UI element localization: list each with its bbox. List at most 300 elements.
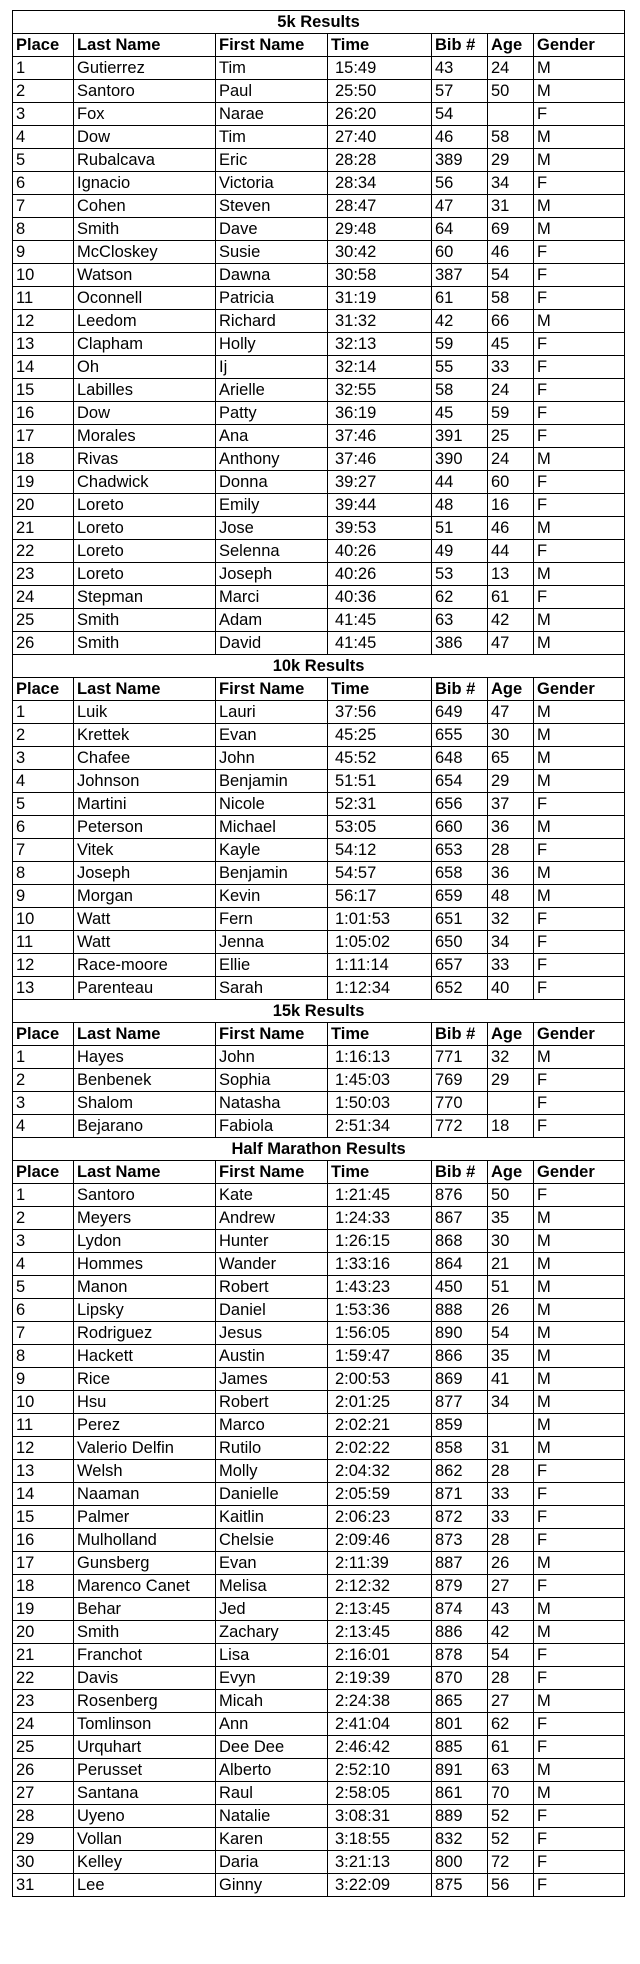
cell-first-name: Karen (216, 1828, 328, 1851)
cell-first-name: Victoria (216, 172, 328, 195)
cell-gender: F (534, 839, 625, 862)
cell-first-name: Sophia (216, 1069, 328, 1092)
cell-age: 56 (488, 1874, 534, 1897)
cell-age: 32 (488, 908, 534, 931)
cell-time: 28:28 (328, 149, 432, 172)
cell-place: 17 (13, 1552, 74, 1575)
cell-age: 28 (488, 1529, 534, 1552)
cell-first-name: Kaitlin (216, 1506, 328, 1529)
cell-age: 26 (488, 1552, 534, 1575)
cell-place: 16 (13, 1529, 74, 1552)
cell-place: 11 (13, 287, 74, 310)
cell-time: 1:59:47 (328, 1345, 432, 1368)
cell-time: 45:52 (328, 747, 432, 770)
cell-time: 2:24:38 (328, 1690, 432, 1713)
table-row (13, 1414, 625, 1437)
cell-gender: M (534, 609, 625, 632)
table-row (13, 172, 625, 195)
cell-place: 1 (13, 57, 74, 80)
cell-gender: M (534, 195, 625, 218)
cell-place: 5 (13, 1276, 74, 1299)
results-document (12, 10, 624, 1897)
cell-place: 18 (13, 1575, 74, 1598)
cell-bib: 862 (432, 1460, 488, 1483)
cell-age: 36 (488, 816, 534, 839)
cell-bib: 885 (432, 1736, 488, 1759)
cell-time: 40:36 (328, 586, 432, 609)
cell-bib: 60 (432, 241, 488, 264)
cell-gender: M (534, 1690, 625, 1713)
table-row (13, 195, 625, 218)
cell-gender: M (534, 1345, 625, 1368)
column-header-gender: Gender (534, 1023, 625, 1046)
cell-first-name: Robert (216, 1276, 328, 1299)
cell-age: 33 (488, 954, 534, 977)
cell-last-name: Shalom (74, 1092, 216, 1115)
cell-place: 4 (13, 1253, 74, 1276)
cell-last-name: Johnson (74, 770, 216, 793)
cell-place: 2 (13, 80, 74, 103)
section-title: Half Marathon Results (13, 1138, 625, 1161)
cell-last-name: Vitek (74, 839, 216, 862)
table-row (13, 1345, 625, 1368)
cell-place: 30 (13, 1851, 74, 1874)
cell-first-name: Austin (216, 1345, 328, 1368)
cell-gender: M (534, 1322, 625, 1345)
column-header-age: Age (488, 1023, 534, 1046)
cell-gender: M (534, 1437, 625, 1460)
cell-gender: M (534, 1782, 625, 1805)
cell-age: 28 (488, 839, 534, 862)
table-row (13, 609, 625, 632)
cell-time: 3:21:13 (328, 1851, 432, 1874)
column-header-first-name: First Name (216, 678, 328, 701)
cell-gender: F (534, 264, 625, 287)
cell-last-name: Oh (74, 356, 216, 379)
cell-place: 8 (13, 862, 74, 885)
cell-gender: M (534, 632, 625, 655)
cell-last-name: Oconnell (74, 287, 216, 310)
cell-place: 5 (13, 149, 74, 172)
cell-bib: 46 (432, 126, 488, 149)
cell-age: 33 (488, 1483, 534, 1506)
cell-last-name: Clapham (74, 333, 216, 356)
cell-age: 33 (488, 1506, 534, 1529)
cell-bib: 51 (432, 517, 488, 540)
cell-bib: 887 (432, 1552, 488, 1575)
cell-age: 31 (488, 195, 534, 218)
cell-gender: M (534, 149, 625, 172)
cell-bib: 49 (432, 540, 488, 563)
cell-bib: 873 (432, 1529, 488, 1552)
cell-age: 28 (488, 1667, 534, 1690)
cell-first-name: Hunter (216, 1230, 328, 1253)
table-row (13, 379, 625, 402)
cell-age: 63 (488, 1759, 534, 1782)
cell-gender: M (534, 126, 625, 149)
cell-gender: F (534, 1460, 625, 1483)
cell-bib: 800 (432, 1851, 488, 1874)
cell-bib: 660 (432, 816, 488, 839)
cell-time: 1:12:34 (328, 977, 432, 1000)
table-row (13, 333, 625, 356)
cell-age: 31 (488, 1437, 534, 1460)
cell-gender: M (534, 885, 625, 908)
cell-place: 12 (13, 1437, 74, 1460)
cell-first-name: Holly (216, 333, 328, 356)
cell-age: 50 (488, 1184, 534, 1207)
cell-place: 6 (13, 1299, 74, 1322)
table-row (13, 862, 625, 885)
column-header-row (13, 678, 625, 701)
cell-last-name: Hackett (74, 1345, 216, 1368)
cell-age: 60 (488, 471, 534, 494)
cell-age: 65 (488, 747, 534, 770)
cell-first-name: Donna (216, 471, 328, 494)
cell-last-name: Lee (74, 1874, 216, 1897)
cell-last-name: Benbenek (74, 1069, 216, 1092)
cell-place: 26 (13, 632, 74, 655)
cell-age: 42 (488, 609, 534, 632)
cell-first-name: Ellie (216, 954, 328, 977)
cell-first-name: Tim (216, 57, 328, 80)
cell-last-name: Davis (74, 1667, 216, 1690)
cell-first-name: Emily (216, 494, 328, 517)
cell-bib: 655 (432, 724, 488, 747)
cell-bib: 801 (432, 1713, 488, 1736)
column-header-time: Time (328, 34, 432, 57)
cell-first-name: Paul (216, 80, 328, 103)
cell-bib: 877 (432, 1391, 488, 1414)
section-title: 15k Results (13, 1000, 625, 1023)
cell-last-name: Hommes (74, 1253, 216, 1276)
table-row (13, 908, 625, 931)
cell-gender: M (534, 1230, 625, 1253)
cell-age: 44 (488, 540, 534, 563)
cell-gender: F (534, 540, 625, 563)
cell-time: 2:13:45 (328, 1621, 432, 1644)
cell-age: 30 (488, 724, 534, 747)
cell-place: 14 (13, 1483, 74, 1506)
cell-age: 69 (488, 218, 534, 241)
cell-bib: 656 (432, 793, 488, 816)
table-row (13, 103, 625, 126)
table-row (13, 563, 625, 586)
table-row (13, 1851, 625, 1874)
cell-bib: 865 (432, 1690, 488, 1713)
table-row (13, 954, 625, 977)
cell-age: 58 (488, 126, 534, 149)
column-header-place: Place (13, 678, 74, 701)
table-row (13, 586, 625, 609)
cell-gender: M (534, 448, 625, 471)
cell-bib: 63 (432, 609, 488, 632)
table-row (13, 80, 625, 103)
cell-last-name: Perusset (74, 1759, 216, 1782)
cell-time: 2:19:39 (328, 1667, 432, 1690)
cell-bib: 875 (432, 1874, 488, 1897)
cell-gender: M (534, 80, 625, 103)
table-row (13, 1437, 625, 1460)
cell-bib: 652 (432, 977, 488, 1000)
cell-last-name: Bejarano (74, 1115, 216, 1138)
column-header-row (13, 1161, 625, 1184)
cell-last-name: Rivas (74, 448, 216, 471)
cell-time: 31:32 (328, 310, 432, 333)
cell-first-name: Natalie (216, 1805, 328, 1828)
section-title: 10k Results (13, 655, 625, 678)
cell-first-name: John (216, 1046, 328, 1069)
table-row (13, 57, 625, 80)
table-row (13, 1046, 625, 1069)
cell-first-name: Dee Dee (216, 1736, 328, 1759)
table-row (13, 126, 625, 149)
cell-place: 11 (13, 931, 74, 954)
cell-time: 2:05:59 (328, 1483, 432, 1506)
cell-bib: 832 (432, 1828, 488, 1851)
cell-place: 4 (13, 770, 74, 793)
table-row (13, 1713, 625, 1736)
cell-time: 54:57 (328, 862, 432, 885)
cell-place: 1 (13, 1184, 74, 1207)
cell-place: 15 (13, 379, 74, 402)
section-title-row (13, 1138, 625, 1161)
table-row (13, 402, 625, 425)
cell-place: 9 (13, 885, 74, 908)
table-row (13, 1621, 625, 1644)
table-row (13, 287, 625, 310)
cell-age: 54 (488, 1644, 534, 1667)
column-header-bib: Bib # (432, 678, 488, 701)
cell-gender: M (534, 1414, 625, 1437)
cell-time: 2:01:25 (328, 1391, 432, 1414)
cell-gender: F (534, 1575, 625, 1598)
table-row (13, 494, 625, 517)
table-row (13, 701, 625, 724)
table-row (13, 310, 625, 333)
cell-gender: M (534, 770, 625, 793)
cell-gender: F (534, 1713, 625, 1736)
cell-age: 50 (488, 80, 534, 103)
table-row (13, 1874, 625, 1897)
cell-bib: 858 (432, 1437, 488, 1460)
cell-gender: M (534, 724, 625, 747)
cell-bib: 769 (432, 1069, 488, 1092)
cell-bib: 770 (432, 1092, 488, 1115)
cell-age: 54 (488, 264, 534, 287)
cell-first-name: James (216, 1368, 328, 1391)
cell-gender: F (534, 1874, 625, 1897)
cell-place: 4 (13, 1115, 74, 1138)
cell-last-name: Santoro (74, 1184, 216, 1207)
cell-last-name: Franchot (74, 1644, 216, 1667)
table-row (13, 816, 625, 839)
cell-bib: 864 (432, 1253, 488, 1276)
cell-gender: M (534, 1759, 625, 1782)
cell-gender: F (534, 471, 625, 494)
cell-bib: 879 (432, 1575, 488, 1598)
cell-first-name: Kayle (216, 839, 328, 862)
cell-bib: 889 (432, 1805, 488, 1828)
cell-last-name: Race-moore (74, 954, 216, 977)
cell-first-name: Zachary (216, 1621, 328, 1644)
cell-age: 70 (488, 1782, 534, 1805)
cell-last-name: Naaman (74, 1483, 216, 1506)
cell-bib: 866 (432, 1345, 488, 1368)
cell-time: 2:52:10 (328, 1759, 432, 1782)
cell-first-name: Adam (216, 609, 328, 632)
cell-bib: 57 (432, 80, 488, 103)
cell-bib: 53 (432, 563, 488, 586)
column-header-gender: Gender (534, 34, 625, 57)
table-row (13, 1253, 625, 1276)
cell-place: 29 (13, 1828, 74, 1851)
cell-time: 56:17 (328, 885, 432, 908)
cell-time: 52:31 (328, 793, 432, 816)
cell-age: 52 (488, 1805, 534, 1828)
table-row (13, 1184, 625, 1207)
cell-place: 6 (13, 172, 74, 195)
cell-bib: 888 (432, 1299, 488, 1322)
table-row (13, 1805, 625, 1828)
table-row (13, 1092, 625, 1115)
table-row (13, 1782, 625, 1805)
cell-gender: F (534, 379, 625, 402)
cell-age: 58 (488, 287, 534, 310)
table-row (13, 1069, 625, 1092)
cell-bib: 870 (432, 1667, 488, 1690)
table-row (13, 1529, 625, 1552)
cell-first-name: Evan (216, 1552, 328, 1575)
column-header-gender: Gender (534, 1161, 625, 1184)
cell-first-name: Daniel (216, 1299, 328, 1322)
cell-time: 28:47 (328, 195, 432, 218)
table-row (13, 1299, 625, 1322)
cell-time: 2:16:01 (328, 1644, 432, 1667)
section-title-row (13, 11, 625, 34)
cell-time: 3:22:09 (328, 1874, 432, 1897)
cell-time: 39:44 (328, 494, 432, 517)
cell-last-name: Morales (74, 425, 216, 448)
cell-first-name: Natasha (216, 1092, 328, 1115)
cell-place: 20 (13, 1621, 74, 1644)
cell-time: 36:19 (328, 402, 432, 425)
cell-last-name: Meyers (74, 1207, 216, 1230)
section-title: 5k Results (13, 11, 625, 34)
cell-age: 27 (488, 1575, 534, 1598)
cell-place: 28 (13, 1805, 74, 1828)
cell-last-name: Hayes (74, 1046, 216, 1069)
cell-bib: 43 (432, 57, 488, 80)
cell-age: 62 (488, 1713, 534, 1736)
column-header-row (13, 34, 625, 57)
cell-first-name: Melisa (216, 1575, 328, 1598)
cell-last-name: Marenco Canet (74, 1575, 216, 1598)
cell-time: 1:26:15 (328, 1230, 432, 1253)
cell-bib: 387 (432, 264, 488, 287)
cell-time: 2:51:34 (328, 1115, 432, 1138)
cell-bib: 868 (432, 1230, 488, 1253)
table-row (13, 1644, 625, 1667)
cell-last-name: Vollan (74, 1828, 216, 1851)
cell-age: 42 (488, 1621, 534, 1644)
cell-gender: M (534, 563, 625, 586)
cell-bib: 658 (432, 862, 488, 885)
cell-time: 39:27 (328, 471, 432, 494)
cell-last-name: Valerio Delfin (74, 1437, 216, 1460)
cell-first-name: Eric (216, 149, 328, 172)
column-header-age: Age (488, 678, 534, 701)
column-header-age: Age (488, 1161, 534, 1184)
cell-place: 24 (13, 1713, 74, 1736)
table-row (13, 1391, 625, 1414)
cell-age: 35 (488, 1345, 534, 1368)
cell-time: 1:11:14 (328, 954, 432, 977)
cell-last-name: Morgan (74, 885, 216, 908)
cell-place: 17 (13, 425, 74, 448)
cell-bib: 386 (432, 632, 488, 655)
cell-bib: 861 (432, 1782, 488, 1805)
cell-time: 1:33:16 (328, 1253, 432, 1276)
column-header-bib: Bib # (432, 34, 488, 57)
cell-last-name: McCloskey (74, 241, 216, 264)
cell-age: 66 (488, 310, 534, 333)
column-header-time: Time (328, 1023, 432, 1046)
table-row (13, 1230, 625, 1253)
table-row (13, 1667, 625, 1690)
cell-age (488, 1414, 534, 1437)
cell-gender: F (534, 287, 625, 310)
cell-last-name: Welsh (74, 1460, 216, 1483)
cell-gender: F (534, 931, 625, 954)
cell-place: 9 (13, 241, 74, 264)
cell-time: 3:08:31 (328, 1805, 432, 1828)
column-header-gender: Gender (534, 678, 625, 701)
cell-time: 2:41:04 (328, 1713, 432, 1736)
cell-gender: F (534, 1483, 625, 1506)
cell-place: 10 (13, 908, 74, 931)
column-header-last-name: Last Name (74, 678, 216, 701)
cell-bib: 450 (432, 1276, 488, 1299)
cell-bib: 64 (432, 218, 488, 241)
cell-last-name: Behar (74, 1598, 216, 1621)
cell-first-name: Patty (216, 402, 328, 425)
cell-gender: M (534, 1368, 625, 1391)
cell-age: 32 (488, 1046, 534, 1069)
cell-first-name: Benjamin (216, 862, 328, 885)
results-table-body (13, 11, 625, 1897)
cell-bib: 42 (432, 310, 488, 333)
cell-time: 29:48 (328, 218, 432, 241)
column-header-bib: Bib # (432, 1161, 488, 1184)
cell-time: 2:09:46 (328, 1529, 432, 1552)
cell-time: 39:53 (328, 517, 432, 540)
cell-age: 18 (488, 1115, 534, 1138)
cell-place: 24 (13, 586, 74, 609)
cell-time: 40:26 (328, 540, 432, 563)
cell-age: 25 (488, 425, 534, 448)
table-row (13, 1598, 625, 1621)
cell-age: 13 (488, 563, 534, 586)
cell-place: 2 (13, 1207, 74, 1230)
cell-place: 3 (13, 747, 74, 770)
cell-age: 33 (488, 356, 534, 379)
cell-last-name: Mulholland (74, 1529, 216, 1552)
cell-last-name: Dow (74, 402, 216, 425)
cell-bib: 45 (432, 402, 488, 425)
cell-gender: F (534, 425, 625, 448)
cell-gender: F (534, 172, 625, 195)
